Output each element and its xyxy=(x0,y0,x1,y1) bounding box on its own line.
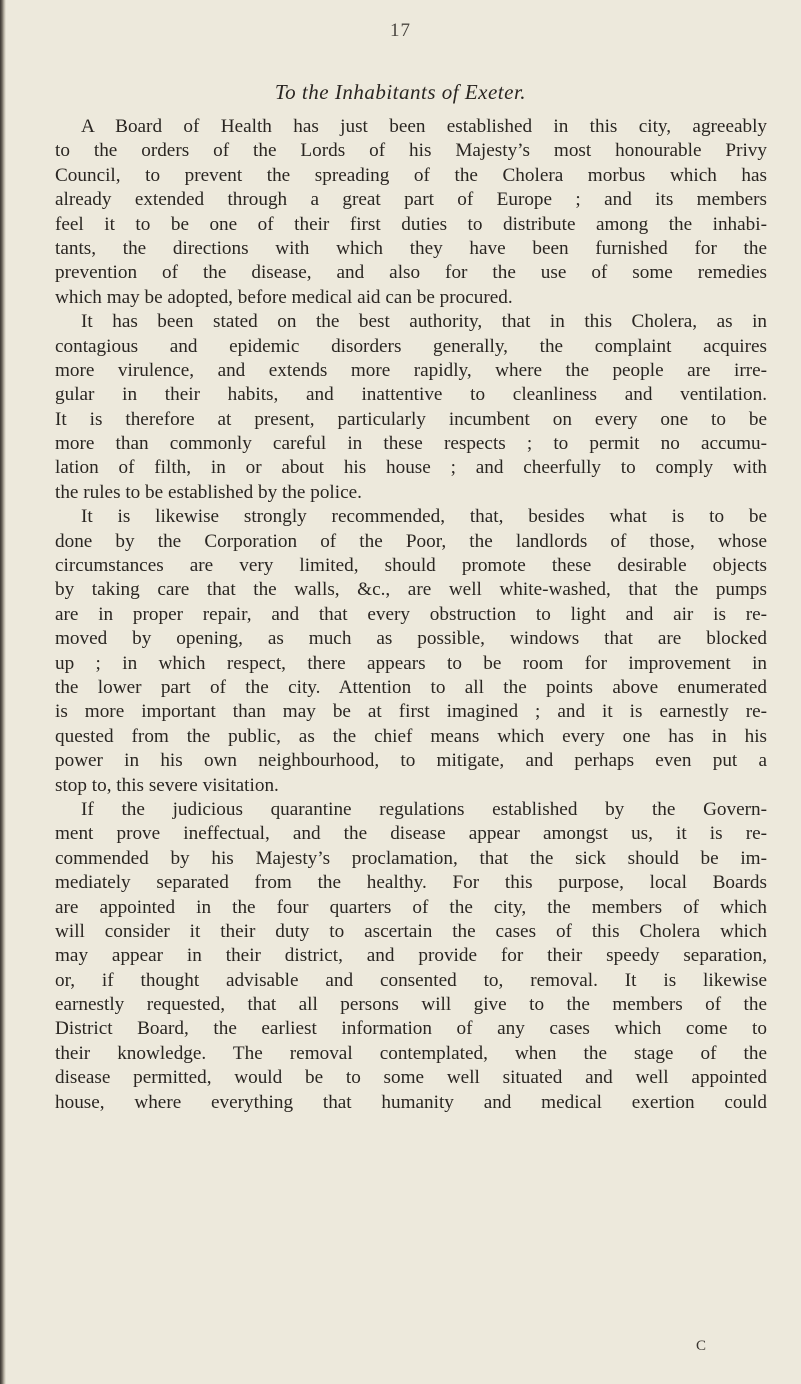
text-line: their knowledge. The removal contemplated, when the stage of the xyxy=(55,1042,767,1064)
text-line: more than commonly careful in these respects ; to permit no accumu- xyxy=(55,433,767,455)
body-text xyxy=(55,115,767,1115)
text-line: power in his own neighbourhood, to mitigate, and perhaps even put a xyxy=(55,750,767,772)
text-line: lation of filth, in or about his house ; and cheerfully to comply with xyxy=(55,457,767,479)
text-line: A Board of Health has just been established in this city, agreeably xyxy=(81,116,767,137)
text-line: will consider it their duty to ascertain the cases of this Cholera which xyxy=(55,920,767,942)
text-line: moved by opening, as much as possible, windows that are blocked xyxy=(55,628,767,650)
text-line: It is likewise strongly recommended, that, besides what is to be xyxy=(81,506,767,528)
text-line: to the orders of the Lords of his Majesty’s most honourable Privy xyxy=(55,140,767,162)
text-line: earnestly requested, that all persons will give to the members of the xyxy=(55,994,767,1016)
text-line: circumstances are very limited, should promote these desirable objects xyxy=(55,555,767,577)
text-line: It is therefore at present, particularly incumbent on every one to be xyxy=(55,408,767,430)
text-line: feel it to be one of their first duties to distribute among the inhabi- xyxy=(55,213,767,235)
page-binding-edge xyxy=(0,0,6,1384)
text-line: ment prove ineffectual, and the disease appear amongst us, it is re- xyxy=(55,823,767,845)
text-line: mediately separated from the healthy. For this purpose, local Boards xyxy=(55,872,767,894)
text-line: are appointed in the four quarters of the city, the members of which xyxy=(55,896,767,918)
text-line: tants, the directions with which they have been furnished for the xyxy=(55,237,767,259)
text-line: up ; in which respect, there appears to be room for improvement in xyxy=(55,652,767,674)
text-line: are in proper repair, and that every obstruction to light and air is re- xyxy=(55,603,767,625)
text-line: by taking care that the walls, &c., are well white-washed, that the pumps xyxy=(55,579,767,601)
text-line: commended by his Majesty’s proclamation, that the sick should be im- xyxy=(55,847,767,869)
text-line: or, if thought advisable and consented to, removal. It is likewise xyxy=(55,969,767,991)
text-line: which may be adopted, before medical aid can be procured. xyxy=(55,286,513,308)
text-line: prevention of the disease, and also for the use of some remedies xyxy=(55,262,767,284)
page-heading: To the Inhabitants of Exeter. xyxy=(274,80,527,104)
text-line: contagious and epidemic disorders generally, the complaint acquires xyxy=(55,335,767,357)
text-line: District Board, the earliest information of any cases which come to xyxy=(55,1018,767,1040)
text-line: It has been stated on the best authority, that in this Cholera, as in xyxy=(81,311,767,333)
text-line: If the judicious quarantine regulations established by the Govern- xyxy=(81,798,767,820)
text-line: is more important than may be at first imagined ; and it is earnestly re- xyxy=(55,701,767,723)
text-line: may appear in their district, and provide for their speedy separation, xyxy=(55,945,767,967)
page-number: 17 xyxy=(390,20,411,41)
text-line: already extended through a great part of Europe ; and its members xyxy=(55,189,767,211)
text-line: done by the Corporation of the Poor, the landlords of those, whose xyxy=(55,530,767,552)
text-line: Council, to prevent the spreading of the Cholera morbus which has xyxy=(55,164,767,186)
text-line: the rules to be established by the police. xyxy=(55,481,362,503)
text-line: gular in their habits, and inattentive to cleanliness and ventilation. xyxy=(55,384,767,406)
text-line: the lower part of the city. Attention to all the points above enumerated xyxy=(55,676,767,698)
text-line: stop to, this severe visitation. xyxy=(55,774,279,796)
text-line: more virulence, and extends more rapidly, where the people are irre- xyxy=(55,359,767,381)
text-line: house, where everything that humanity and medical exertion could xyxy=(55,1091,767,1113)
text-line: quested from the public, as the chief means which every one has in his xyxy=(55,725,767,747)
text-line: disease permitted, would be to some well situated and well appointed xyxy=(55,1067,767,1089)
signature-mark: C xyxy=(696,1338,707,1354)
